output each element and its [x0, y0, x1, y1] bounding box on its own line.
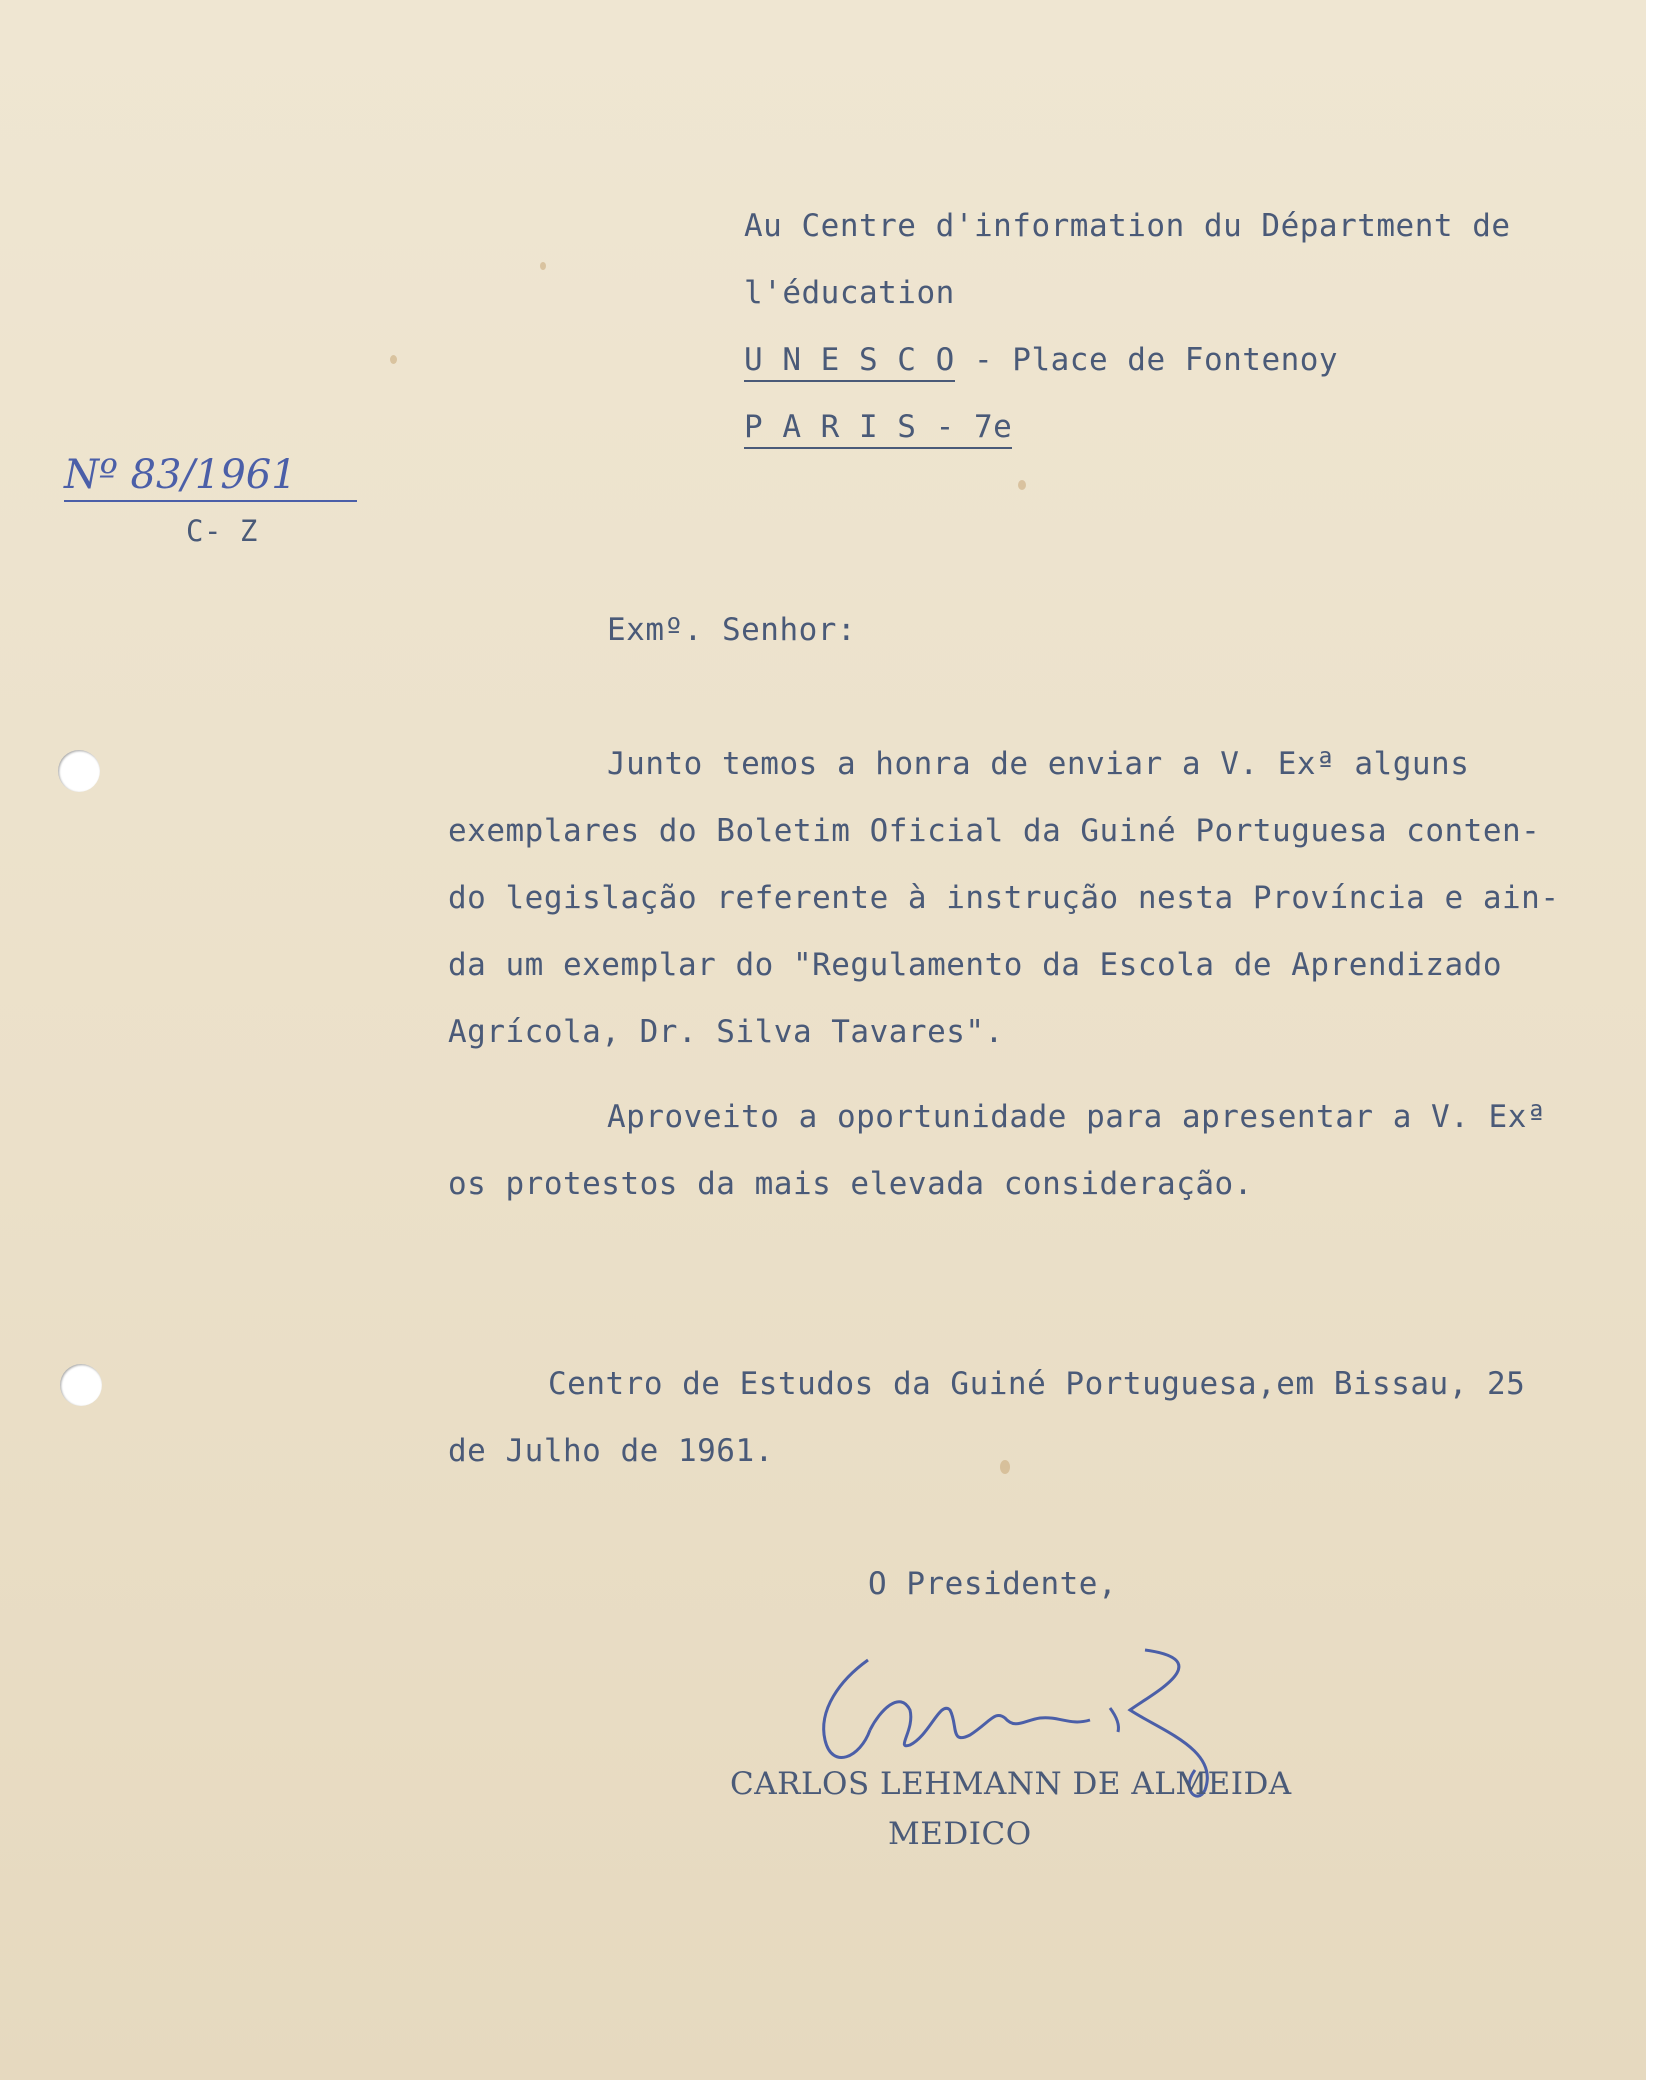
- address-city: P A R I S - 7e: [744, 409, 1012, 449]
- page-edge: [1646, 0, 1664, 2080]
- reference-code: C- Z: [186, 514, 258, 548]
- address-city-line: [744, 409, 1012, 445]
- salutation: Exmº. Senhor:: [607, 612, 857, 648]
- punch-hole-top: [58, 750, 100, 792]
- address-line-1: Au Centre d'information du Départment de: [744, 208, 1511, 244]
- paragraph2-line: os protestos da mais elevada consideração.: [448, 1166, 1253, 1202]
- paragraph1-line: Junto temos a honra de enviar a V. Exª alguns: [607, 746, 1470, 782]
- paragraph2-line: Aproveito a oportunidade para apresentar a V. Exª: [607, 1099, 1547, 1135]
- signatory-title: MEDICO: [888, 1816, 1032, 1852]
- signoff-role: O Presidente,: [868, 1566, 1118, 1602]
- address-org: U N E S C O: [744, 342, 955, 382]
- reference-number: Nº 83/1961: [64, 452, 357, 502]
- paper-speck: [540, 262, 546, 270]
- signatory-name: CARLOS LEHMANN DE ALMEIDA: [730, 1766, 1292, 1802]
- paper-speck: [390, 355, 397, 364]
- place-date-line-1: Centro de Estudos da Guiné Portuguesa,em Bissau, 25: [548, 1366, 1526, 1402]
- paper-speck: [1000, 1460, 1010, 1474]
- paragraph1-line: da um exemplar do "Regulamento da Escola de Aprendizado: [448, 947, 1502, 983]
- paragraph1-line: do legislação referente à instrução nesta Província e ain-: [448, 880, 1560, 916]
- address-org-line: [744, 342, 1338, 378]
- address-street: - Place de Fontenoy: [973, 342, 1339, 378]
- punch-hole-bottom: [60, 1364, 102, 1406]
- paper-speck: [1018, 480, 1026, 490]
- place-date-line-2: de Julho de 1961.: [448, 1433, 774, 1469]
- paragraph1-line: exemplares do Boletim Oficial da Guiné Portuguesa conten-: [448, 813, 1541, 849]
- address-line-2: l'éducation: [744, 275, 955, 311]
- paragraph1-line: Agrícola, Dr. Silva Tavares".: [448, 1014, 1004, 1050]
